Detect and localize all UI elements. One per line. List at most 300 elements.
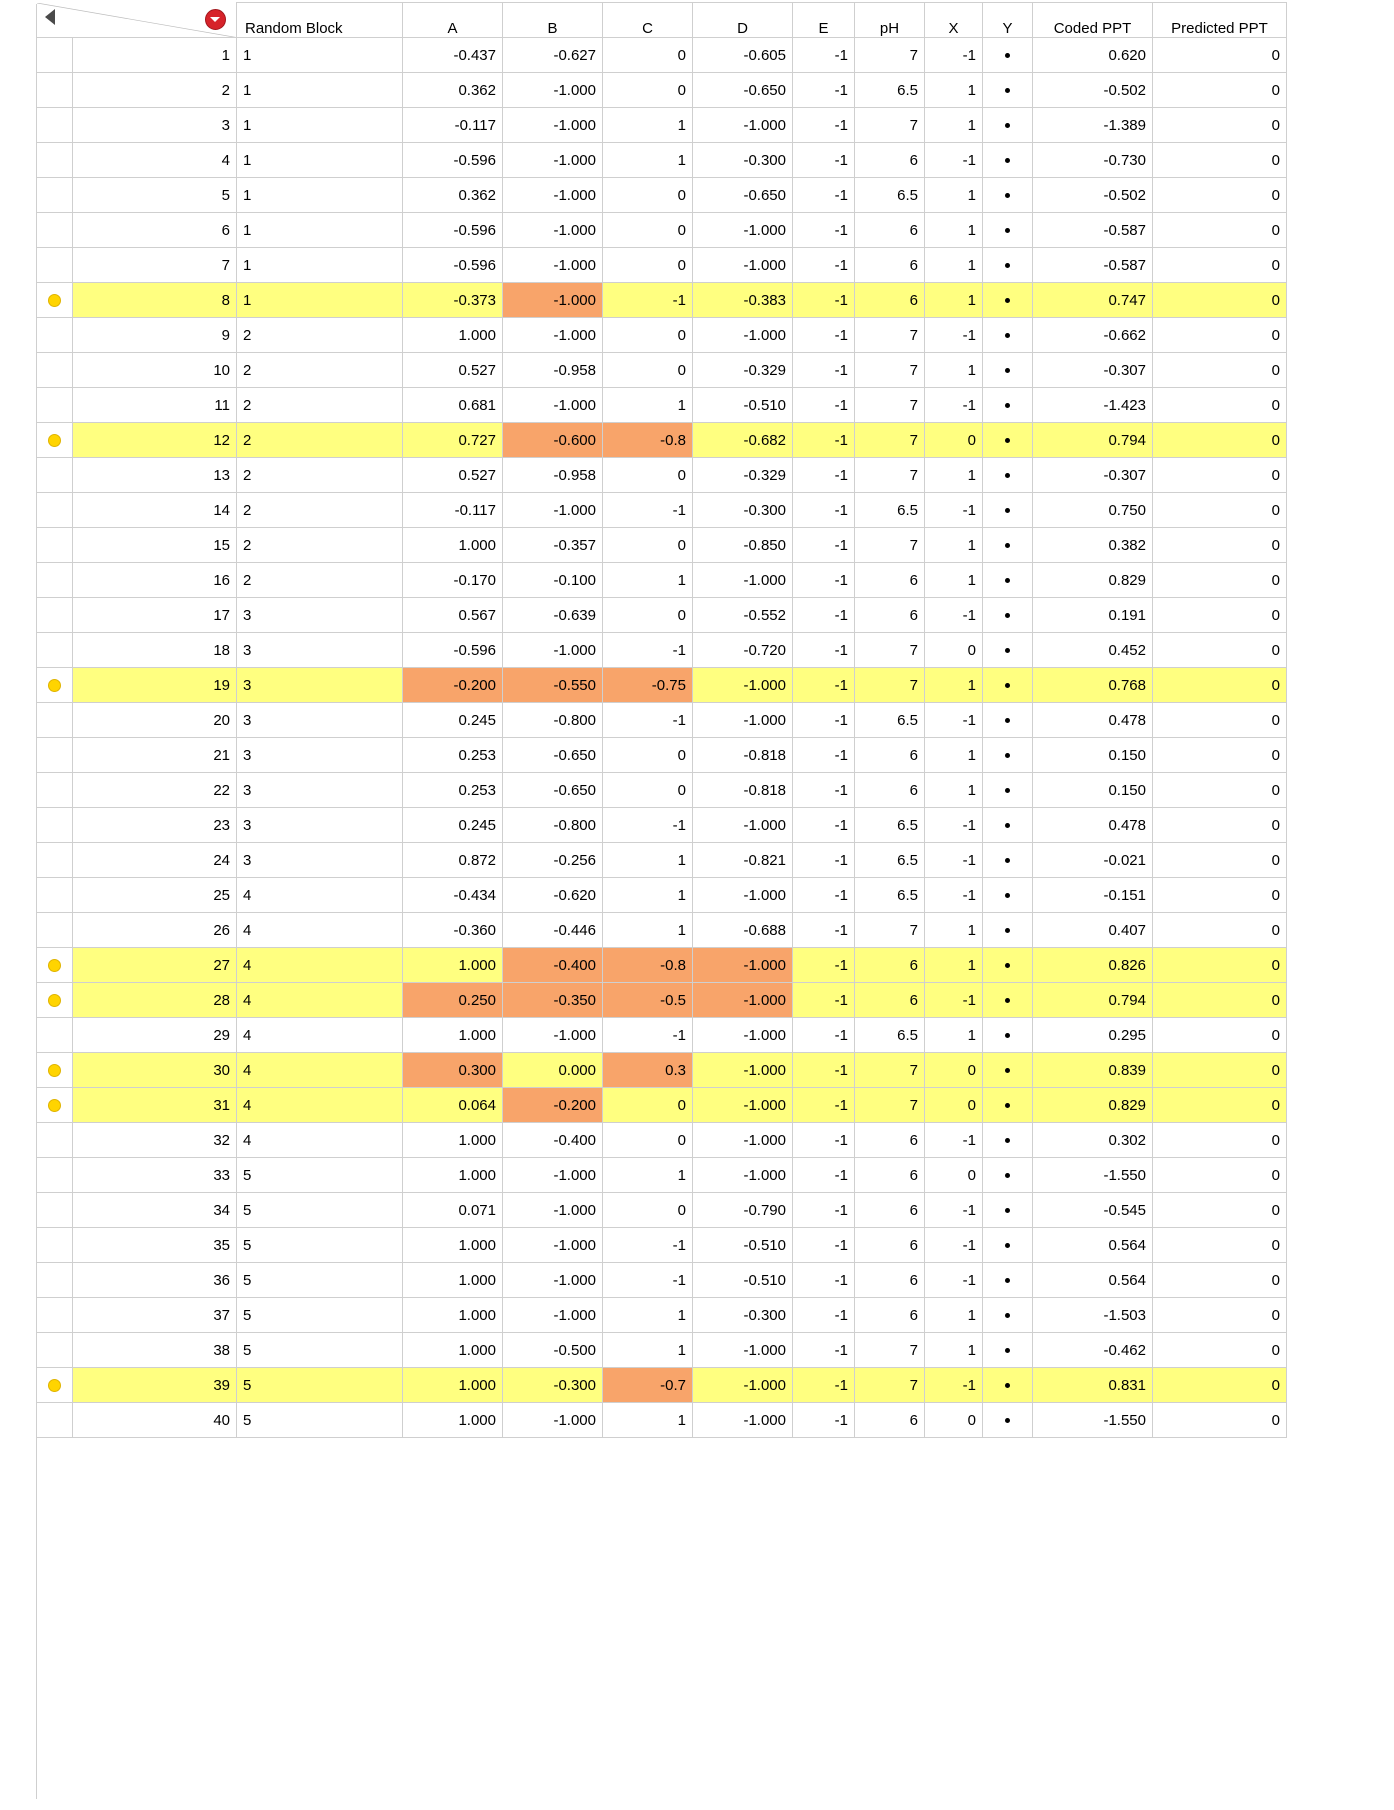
cell-x[interactable]: -1 — [925, 1228, 983, 1263]
table-row[interactable] — [37, 948, 1287, 983]
cell-predicted-ppt[interactable]: 0 — [1153, 1018, 1287, 1053]
cell-b[interactable]: -1.000 — [503, 1298, 603, 1333]
cell-y[interactable] — [983, 1158, 1033, 1193]
cell-coded-ppt[interactable]: 0.564 — [1033, 1228, 1153, 1263]
cell-random-block[interactable]: 4 — [237, 1123, 403, 1158]
cell-d[interactable]: -1.000 — [693, 1088, 793, 1123]
cell-x[interactable]: 1 — [925, 1298, 983, 1333]
cell-b[interactable]: -0.800 — [503, 703, 603, 738]
row-number[interactable]: 18 — [73, 633, 237, 668]
table-row[interactable] — [37, 1368, 1287, 1403]
cell-predicted-ppt[interactable]: 0 — [1153, 1228, 1287, 1263]
cell-coded-ppt[interactable]: -0.587 — [1033, 213, 1153, 248]
table-row[interactable] — [37, 108, 1287, 143]
row-marker[interactable] — [37, 1088, 73, 1123]
cell-predicted-ppt[interactable]: 0 — [1153, 948, 1287, 983]
cell-b[interactable]: -1.000 — [503, 283, 603, 318]
cell-x[interactable]: 1 — [925, 73, 983, 108]
cell-predicted-ppt[interactable]: 0 — [1153, 633, 1287, 668]
cell-ph[interactable]: 7 — [855, 528, 925, 563]
cell-ph[interactable]: 6 — [855, 1228, 925, 1263]
cell-b[interactable]: -0.100 — [503, 563, 603, 598]
cell-a[interactable]: 1.000 — [403, 1018, 503, 1053]
table-row[interactable] — [37, 423, 1287, 458]
row-marker[interactable] — [37, 493, 73, 528]
row-marker[interactable] — [37, 1298, 73, 1333]
cell-x[interactable]: 1 — [925, 353, 983, 388]
table-row[interactable] — [37, 668, 1287, 703]
cell-b[interactable]: -1.000 — [503, 388, 603, 423]
cell-e[interactable]: -1 — [793, 1053, 855, 1088]
table-row[interactable] — [37, 1088, 1287, 1123]
cell-random-block[interactable]: 3 — [237, 633, 403, 668]
cell-c[interactable]: 0 — [603, 213, 693, 248]
cell-a[interactable]: 1.000 — [403, 528, 503, 563]
cell-predicted-ppt[interactable]: 0 — [1153, 1333, 1287, 1368]
cell-a[interactable]: 1.000 — [403, 1333, 503, 1368]
cell-y[interactable] — [983, 598, 1033, 633]
cell-b[interactable]: -0.357 — [503, 528, 603, 563]
table-row[interactable] — [37, 1018, 1287, 1053]
cell-predicted-ppt[interactable]: 0 — [1153, 1403, 1287, 1438]
row-marker[interactable] — [37, 598, 73, 633]
cell-a[interactable]: 0.253 — [403, 738, 503, 773]
cell-predicted-ppt[interactable]: 0 — [1153, 1193, 1287, 1228]
cell-y[interactable] — [983, 493, 1033, 528]
row-number[interactable]: 10 — [73, 353, 237, 388]
cell-coded-ppt[interactable]: -0.462 — [1033, 1333, 1153, 1368]
cell-x[interactable]: 1 — [925, 563, 983, 598]
cell-b[interactable]: -0.350 — [503, 983, 603, 1018]
cell-ph[interactable]: 7 — [855, 633, 925, 668]
cell-y[interactable] — [983, 1298, 1033, 1333]
cell-c[interactable]: -1 — [603, 808, 693, 843]
cell-predicted-ppt[interactable]: 0 — [1153, 353, 1287, 388]
cell-e[interactable]: -1 — [793, 1368, 855, 1403]
column-header-d[interactable]: D — [693, 3, 793, 38]
cell-random-block[interactable]: 1 — [237, 143, 403, 178]
cell-d[interactable]: -0.383 — [693, 283, 793, 318]
cell-a[interactable]: 0.527 — [403, 353, 503, 388]
cell-ph[interactable]: 7 — [855, 1368, 925, 1403]
cell-x[interactable]: 1 — [925, 528, 983, 563]
cell-x[interactable]: 0 — [925, 1088, 983, 1123]
cell-ph[interactable]: 6.5 — [855, 808, 925, 843]
cell-b[interactable]: -0.600 — [503, 423, 603, 458]
cell-e[interactable]: -1 — [793, 423, 855, 458]
cell-random-block[interactable]: 5 — [237, 1333, 403, 1368]
cell-x[interactable]: -1 — [925, 38, 983, 73]
cell-d[interactable]: -1.000 — [693, 808, 793, 843]
cell-a[interactable]: 1.000 — [403, 1403, 503, 1438]
cell-c[interactable]: 1 — [603, 143, 693, 178]
cell-e[interactable]: -1 — [793, 563, 855, 598]
column-header-random-block[interactable]: Random Block — [237, 3, 403, 38]
cell-d[interactable]: -1.000 — [693, 318, 793, 353]
row-number[interactable]: 17 — [73, 598, 237, 633]
cell-d[interactable]: -1.000 — [693, 948, 793, 983]
cell-random-block[interactable]: 1 — [237, 178, 403, 213]
table-row[interactable] — [37, 1158, 1287, 1193]
cell-coded-ppt[interactable]: 0.826 — [1033, 948, 1153, 983]
cell-predicted-ppt[interactable]: 0 — [1153, 913, 1287, 948]
cell-b[interactable]: -0.627 — [503, 38, 603, 73]
cell-c[interactable]: 1 — [603, 1403, 693, 1438]
cell-d[interactable]: -1.000 — [693, 563, 793, 598]
cell-a[interactable]: -0.434 — [403, 878, 503, 913]
cell-e[interactable]: -1 — [793, 738, 855, 773]
cell-d[interactable]: -0.650 — [693, 178, 793, 213]
cell-d[interactable]: -0.818 — [693, 773, 793, 808]
row-marker[interactable] — [37, 458, 73, 493]
cell-b[interactable]: -1.000 — [503, 1403, 603, 1438]
row-number[interactable]: 32 — [73, 1123, 237, 1158]
cell-b[interactable]: -0.620 — [503, 878, 603, 913]
cell-y[interactable] — [983, 1053, 1033, 1088]
cell-random-block[interactable]: 4 — [237, 1088, 403, 1123]
table-row[interactable] — [37, 528, 1287, 563]
cell-random-block[interactable]: 3 — [237, 668, 403, 703]
row-marker[interactable] — [37, 1193, 73, 1228]
cell-e[interactable]: -1 — [793, 1333, 855, 1368]
row-marker[interactable] — [37, 388, 73, 423]
table-row[interactable] — [37, 318, 1287, 353]
cell-e[interactable]: -1 — [793, 38, 855, 73]
cell-d[interactable]: -1.000 — [693, 878, 793, 913]
cell-b[interactable]: -1.000 — [503, 1193, 603, 1228]
cell-b[interactable]: -0.256 — [503, 843, 603, 878]
cell-coded-ppt[interactable]: 0.750 — [1033, 493, 1153, 528]
table-row[interactable] — [37, 563, 1287, 598]
cell-c[interactable]: 0 — [603, 598, 693, 633]
row-number[interactable]: 31 — [73, 1088, 237, 1123]
cell-y[interactable] — [983, 38, 1033, 73]
cell-random-block[interactable]: 1 — [237, 283, 403, 318]
row-marker[interactable] — [37, 878, 73, 913]
row-marker[interactable] — [37, 248, 73, 283]
row-marker[interactable] — [37, 808, 73, 843]
cell-c[interactable]: 1 — [603, 563, 693, 598]
cell-c[interactable]: 0 — [603, 773, 693, 808]
table-row[interactable] — [37, 1298, 1287, 1333]
cell-coded-ppt[interactable]: 0.478 — [1033, 808, 1153, 843]
cell-coded-ppt[interactable]: -1.389 — [1033, 108, 1153, 143]
row-number[interactable]: 14 — [73, 493, 237, 528]
row-number[interactable]: 22 — [73, 773, 237, 808]
cell-coded-ppt[interactable]: 0.191 — [1033, 598, 1153, 633]
cell-d[interactable]: -1.000 — [693, 213, 793, 248]
cell-predicted-ppt[interactable]: 0 — [1153, 1298, 1287, 1333]
row-marker[interactable] — [37, 703, 73, 738]
cell-coded-ppt[interactable]: -1.503 — [1033, 1298, 1153, 1333]
cell-coded-ppt[interactable]: 0.839 — [1033, 1053, 1153, 1088]
row-marker[interactable] — [37, 1368, 73, 1403]
table-row[interactable] — [37, 353, 1287, 388]
column-header-y[interactable]: Y — [983, 3, 1033, 38]
cell-predicted-ppt[interactable]: 0 — [1153, 283, 1287, 318]
cell-y[interactable] — [983, 948, 1033, 983]
cell-d[interactable]: -0.605 — [693, 38, 793, 73]
cell-a[interactable]: -0.117 — [403, 108, 503, 143]
table-row[interactable] — [37, 1333, 1287, 1368]
cell-ph[interactable]: 6 — [855, 1158, 925, 1193]
cell-d[interactable]: -1.000 — [693, 1123, 793, 1158]
cell-e[interactable]: -1 — [793, 1123, 855, 1158]
cell-a[interactable]: 0.245 — [403, 808, 503, 843]
cell-e[interactable]: -1 — [793, 1158, 855, 1193]
cell-b[interactable]: -0.200 — [503, 1088, 603, 1123]
row-marker[interactable] — [37, 1403, 73, 1438]
cell-e[interactable]: -1 — [793, 248, 855, 283]
cell-c[interactable]: 0 — [603, 1193, 693, 1228]
cell-random-block[interactable]: 4 — [237, 1018, 403, 1053]
cell-c[interactable]: 0 — [603, 528, 693, 563]
cell-ph[interactable]: 7 — [855, 108, 925, 143]
cell-ph[interactable]: 6.5 — [855, 178, 925, 213]
cell-y[interactable] — [983, 1403, 1033, 1438]
cell-ph[interactable]: 7 — [855, 353, 925, 388]
cell-x[interactable]: -1 — [925, 388, 983, 423]
cell-ph[interactable]: 6.5 — [855, 73, 925, 108]
cell-a[interactable]: -0.596 — [403, 143, 503, 178]
cell-c[interactable]: -0.75 — [603, 668, 693, 703]
cell-d[interactable]: -0.821 — [693, 843, 793, 878]
cell-d[interactable]: -1.000 — [693, 703, 793, 738]
table-row[interactable] — [37, 878, 1287, 913]
cell-c[interactable]: -1 — [603, 1228, 693, 1263]
cell-e[interactable]: -1 — [793, 178, 855, 213]
cell-x[interactable]: 1 — [925, 458, 983, 493]
cell-random-block[interactable]: 5 — [237, 1298, 403, 1333]
cell-a[interactable]: -0.596 — [403, 248, 503, 283]
cell-e[interactable]: -1 — [793, 213, 855, 248]
cell-y[interactable] — [983, 1368, 1033, 1403]
cell-a[interactable]: -0.596 — [403, 633, 503, 668]
cell-x[interactable]: 1 — [925, 668, 983, 703]
cell-x[interactable]: 0 — [925, 1158, 983, 1193]
cell-c[interactable]: 1 — [603, 878, 693, 913]
table-row[interactable] — [37, 913, 1287, 948]
cell-random-block[interactable]: 4 — [237, 1053, 403, 1088]
cell-d[interactable]: -1.000 — [693, 248, 793, 283]
cell-coded-ppt[interactable]: -0.307 — [1033, 353, 1153, 388]
cell-predicted-ppt[interactable]: 0 — [1153, 108, 1287, 143]
cell-predicted-ppt[interactable]: 0 — [1153, 1088, 1287, 1123]
cell-a[interactable]: 0.300 — [403, 1053, 503, 1088]
cell-random-block[interactable]: 2 — [237, 423, 403, 458]
cell-y[interactable] — [983, 773, 1033, 808]
cell-coded-ppt[interactable]: -0.587 — [1033, 248, 1153, 283]
cell-e[interactable]: -1 — [793, 668, 855, 703]
cell-b[interactable]: -0.639 — [503, 598, 603, 633]
row-number[interactable]: 4 — [73, 143, 237, 178]
cell-e[interactable]: -1 — [793, 1088, 855, 1123]
cell-y[interactable] — [983, 528, 1033, 563]
row-number[interactable]: 30 — [73, 1053, 237, 1088]
cell-random-block[interactable]: 2 — [237, 563, 403, 598]
row-marker[interactable] — [37, 38, 73, 73]
cell-a[interactable]: 0.245 — [403, 703, 503, 738]
cell-x[interactable]: -1 — [925, 1263, 983, 1298]
cell-d[interactable]: -0.850 — [693, 528, 793, 563]
row-number[interactable]: 9 — [73, 318, 237, 353]
cell-d[interactable]: -1.000 — [693, 1053, 793, 1088]
cell-x[interactable]: 1 — [925, 108, 983, 143]
cell-predicted-ppt[interactable]: 0 — [1153, 458, 1287, 493]
cell-a[interactable]: 0.064 — [403, 1088, 503, 1123]
cell-c[interactable]: 0 — [603, 248, 693, 283]
row-number[interactable]: 19 — [73, 668, 237, 703]
cell-a[interactable]: 0.567 — [403, 598, 503, 633]
cell-e[interactable]: -1 — [793, 1263, 855, 1298]
cell-c[interactable]: -1 — [603, 283, 693, 318]
cell-random-block[interactable]: 2 — [237, 528, 403, 563]
cell-predicted-ppt[interactable]: 0 — [1153, 668, 1287, 703]
cell-c[interactable]: 0 — [603, 1088, 693, 1123]
cell-coded-ppt[interactable]: -1.550 — [1033, 1403, 1153, 1438]
row-number[interactable]: 11 — [73, 388, 237, 423]
row-number[interactable]: 29 — [73, 1018, 237, 1053]
cell-b[interactable]: -0.650 — [503, 738, 603, 773]
cell-a[interactable]: -0.360 — [403, 913, 503, 948]
cell-x[interactable]: -1 — [925, 143, 983, 178]
column-header-b[interactable]: B — [503, 3, 603, 38]
cell-e[interactable]: -1 — [793, 458, 855, 493]
cell-y[interactable] — [983, 178, 1033, 213]
cell-e[interactable]: -1 — [793, 388, 855, 423]
cell-ph[interactable]: 6 — [855, 1263, 925, 1298]
cell-a[interactable]: 0.362 — [403, 178, 503, 213]
row-number[interactable]: 3 — [73, 108, 237, 143]
cell-b[interactable]: 0.000 — [503, 1053, 603, 1088]
row-marker[interactable] — [37, 1228, 73, 1263]
cell-c[interactable]: -1 — [603, 1018, 693, 1053]
table-row[interactable] — [37, 213, 1287, 248]
row-number[interactable]: 12 — [73, 423, 237, 458]
cell-ph[interactable]: 6 — [855, 948, 925, 983]
cell-a[interactable]: 0.071 — [403, 1193, 503, 1228]
cell-predicted-ppt[interactable]: 0 — [1153, 563, 1287, 598]
cell-c[interactable]: 0 — [603, 73, 693, 108]
cell-ph[interactable]: 6 — [855, 283, 925, 318]
cell-y[interactable] — [983, 318, 1033, 353]
cell-y[interactable] — [983, 703, 1033, 738]
cell-y[interactable] — [983, 1333, 1033, 1368]
cell-d[interactable]: -1.000 — [693, 1403, 793, 1438]
cell-random-block[interactable]: 2 — [237, 388, 403, 423]
cell-random-block[interactable]: 5 — [237, 1368, 403, 1403]
table-row[interactable] — [37, 1053, 1287, 1088]
cell-y[interactable] — [983, 668, 1033, 703]
cell-ph[interactable]: 7 — [855, 423, 925, 458]
cell-ph[interactable]: 6 — [855, 213, 925, 248]
cell-c[interactable]: 0 — [603, 178, 693, 213]
cell-random-block[interactable]: 4 — [237, 948, 403, 983]
table-row[interactable] — [37, 1228, 1287, 1263]
cell-coded-ppt[interactable]: 0.302 — [1033, 1123, 1153, 1158]
cell-coded-ppt[interactable]: 0.794 — [1033, 983, 1153, 1018]
cell-predicted-ppt[interactable]: 0 — [1153, 528, 1287, 563]
cell-random-block[interactable]: 3 — [237, 703, 403, 738]
cell-predicted-ppt[interactable]: 0 — [1153, 178, 1287, 213]
cell-b[interactable]: -1.000 — [503, 633, 603, 668]
cell-ph[interactable]: 6.5 — [855, 1018, 925, 1053]
cell-predicted-ppt[interactable]: 0 — [1153, 1263, 1287, 1298]
cell-random-block[interactable]: 1 — [237, 38, 403, 73]
row-marker[interactable] — [37, 1123, 73, 1158]
cell-x[interactable]: 0 — [925, 1053, 983, 1088]
cell-e[interactable]: -1 — [793, 1298, 855, 1333]
cell-ph[interactable]: 6.5 — [855, 843, 925, 878]
cell-e[interactable]: -1 — [793, 493, 855, 528]
cell-c[interactable]: 0.3 — [603, 1053, 693, 1088]
row-marker[interactable] — [37, 423, 73, 458]
table-row[interactable] — [37, 983, 1287, 1018]
cell-ph[interactable]: 7 — [855, 1088, 925, 1123]
cell-e[interactable]: -1 — [793, 948, 855, 983]
cell-coded-ppt[interactable]: -0.502 — [1033, 73, 1153, 108]
row-number[interactable]: 6 — [73, 213, 237, 248]
cell-random-block[interactable]: 2 — [237, 458, 403, 493]
cell-x[interactable]: 1 — [925, 773, 983, 808]
cell-e[interactable]: -1 — [793, 598, 855, 633]
table-row[interactable] — [37, 248, 1287, 283]
cell-c[interactable]: 1 — [603, 1158, 693, 1193]
cell-coded-ppt[interactable]: 0.478 — [1033, 703, 1153, 738]
cell-x[interactable]: -1 — [925, 983, 983, 1018]
cell-x[interactable]: 0 — [925, 1403, 983, 1438]
cell-coded-ppt[interactable]: -0.502 — [1033, 178, 1153, 213]
cell-ph[interactable]: 6.5 — [855, 878, 925, 913]
cell-b[interactable]: -0.446 — [503, 913, 603, 948]
table-row[interactable] — [37, 1403, 1287, 1438]
cell-random-block[interactable]: 4 — [237, 913, 403, 948]
cell-x[interactable]: -1 — [925, 703, 983, 738]
cell-d[interactable]: -0.818 — [693, 738, 793, 773]
cell-d[interactable]: -0.720 — [693, 633, 793, 668]
cell-y[interactable] — [983, 108, 1033, 143]
cell-d[interactable]: -0.790 — [693, 1193, 793, 1228]
cell-a[interactable]: 1.000 — [403, 1263, 503, 1298]
cell-e[interactable]: -1 — [793, 73, 855, 108]
row-number[interactable]: 27 — [73, 948, 237, 983]
cell-c[interactable]: 1 — [603, 843, 693, 878]
cell-coded-ppt[interactable]: 0.564 — [1033, 1263, 1153, 1298]
cell-e[interactable]: -1 — [793, 983, 855, 1018]
cell-c[interactable]: 0 — [603, 353, 693, 388]
cell-x[interactable]: -1 — [925, 318, 983, 353]
cell-y[interactable] — [983, 283, 1033, 318]
cell-ph[interactable]: 6 — [855, 983, 925, 1018]
row-marker[interactable] — [37, 948, 73, 983]
cell-x[interactable]: 1 — [925, 738, 983, 773]
cell-d[interactable]: -0.510 — [693, 388, 793, 423]
cell-d[interactable]: -0.510 — [693, 1263, 793, 1298]
cell-predicted-ppt[interactable]: 0 — [1153, 808, 1287, 843]
row-number[interactable]: 28 — [73, 983, 237, 1018]
cell-x[interactable]: -1 — [925, 1368, 983, 1403]
cell-y[interactable] — [983, 1123, 1033, 1158]
cell-b[interactable]: -1.000 — [503, 1263, 603, 1298]
cell-a[interactable]: -0.373 — [403, 283, 503, 318]
cell-ph[interactable]: 6 — [855, 563, 925, 598]
row-marker[interactable] — [37, 143, 73, 178]
cell-predicted-ppt[interactable]: 0 — [1153, 38, 1287, 73]
cell-coded-ppt[interactable]: 0.831 — [1033, 1368, 1153, 1403]
cell-a[interactable]: -0.117 — [403, 493, 503, 528]
column-header-a[interactable]: A — [403, 3, 503, 38]
cell-b[interactable]: -0.958 — [503, 458, 603, 493]
